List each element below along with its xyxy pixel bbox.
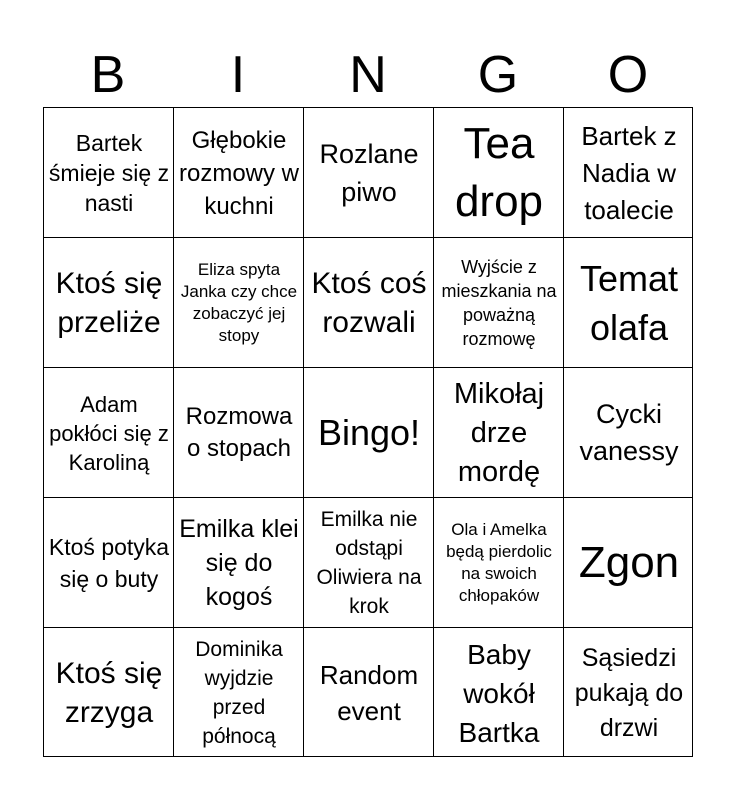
bingo-cell[interactable]	[174, 498, 304, 628]
bingo-cell[interactable]	[434, 108, 564, 238]
bingo-cell[interactable]	[564, 628, 694, 758]
header-letter-g: G	[477, 46, 519, 104]
bingo-cell[interactable]	[44, 368, 174, 498]
header-letter-o: O	[607, 46, 649, 104]
cell-label: Mikołaj drze mordę	[453, 377, 545, 488]
bingo-cell[interactable]	[434, 238, 564, 368]
cell-label: Ktoś się zrzyga	[55, 657, 163, 729]
cell-label: Baby wokół Bartka	[458, 638, 540, 748]
cell-label: Random event	[319, 660, 419, 726]
bingo-cell[interactable]	[434, 368, 564, 498]
cell-label: Ktoś potyka się o buty	[48, 534, 170, 592]
cell-label: Rozlane piwo	[319, 139, 419, 207]
cell-label: Sąsiedzi pukają do drzwi	[574, 643, 684, 742]
header-letter-n: N	[349, 46, 387, 104]
bingo-cell[interactable]	[564, 108, 694, 238]
cell-label: Adam pokłóci się z Karoliną	[49, 391, 169, 475]
bingo-board	[43, 107, 693, 757]
bingo-cell[interactable]	[174, 628, 304, 758]
bingo-cell[interactable]	[564, 238, 694, 368]
bingo-cell[interactable]	[304, 368, 434, 498]
bingo-cell[interactable]	[174, 238, 304, 368]
cell-label: Głębokie rozmowy w kuchni	[178, 126, 299, 220]
bingo-cell[interactable]	[564, 498, 694, 628]
cell-label: Ktoś się przeliże	[55, 267, 163, 339]
header-letter-i: I	[230, 46, 246, 104]
bingo-cell[interactable]	[564, 368, 694, 498]
cell-label: Bartek śmieje się z nasti	[48, 130, 170, 216]
cell-label: Emilka nie odstąpi Oliwiera na krok	[316, 508, 422, 618]
bingo-cell[interactable]	[44, 108, 174, 238]
bingo-cell[interactable]	[44, 238, 174, 368]
bingo-cell[interactable]	[434, 628, 564, 758]
cell-label: Ktoś coś rozwali	[311, 267, 427, 339]
cell-label: Tea drop	[454, 119, 544, 226]
bingo-cell[interactable]	[44, 628, 174, 758]
cell-label: Temat olafa	[579, 258, 679, 348]
bingo-cell[interactable]	[304, 238, 434, 368]
cell-label: Ola i Amelka będą pierdolic na swoich chłopaków	[446, 520, 552, 605]
bingo-cell[interactable]	[434, 498, 564, 628]
cell-label: Eliza spyta Janka czy chce zobaczyć jej stopy	[180, 260, 298, 345]
bingo-header	[43, 42, 693, 108]
cell-label: Bartek z Nadia w toalecie	[581, 120, 677, 225]
bingo-cell[interactable]	[304, 108, 434, 238]
cell-label: Wyjście z mieszkania na poważną rozmowę	[441, 257, 557, 349]
bingo-cell[interactable]	[44, 498, 174, 628]
cell-label: Cycki vanessy	[579, 399, 679, 466]
cell-label: Dominika wyjdzie przed północą	[195, 638, 283, 748]
bingo-cell[interactable]	[174, 108, 304, 238]
cell-label: Rozmowa o stopach	[185, 403, 293, 462]
bingo-cell[interactable]	[304, 628, 434, 758]
bingo-cell[interactable]	[174, 368, 304, 498]
cell-label: Zgon	[578, 538, 680, 587]
header-letter-b: B	[90, 46, 126, 104]
bingo-cell[interactable]	[304, 498, 434, 628]
cell-label: Emilka klei się do kogoś	[179, 515, 299, 611]
cell-label: Bingo!	[317, 412, 421, 453]
